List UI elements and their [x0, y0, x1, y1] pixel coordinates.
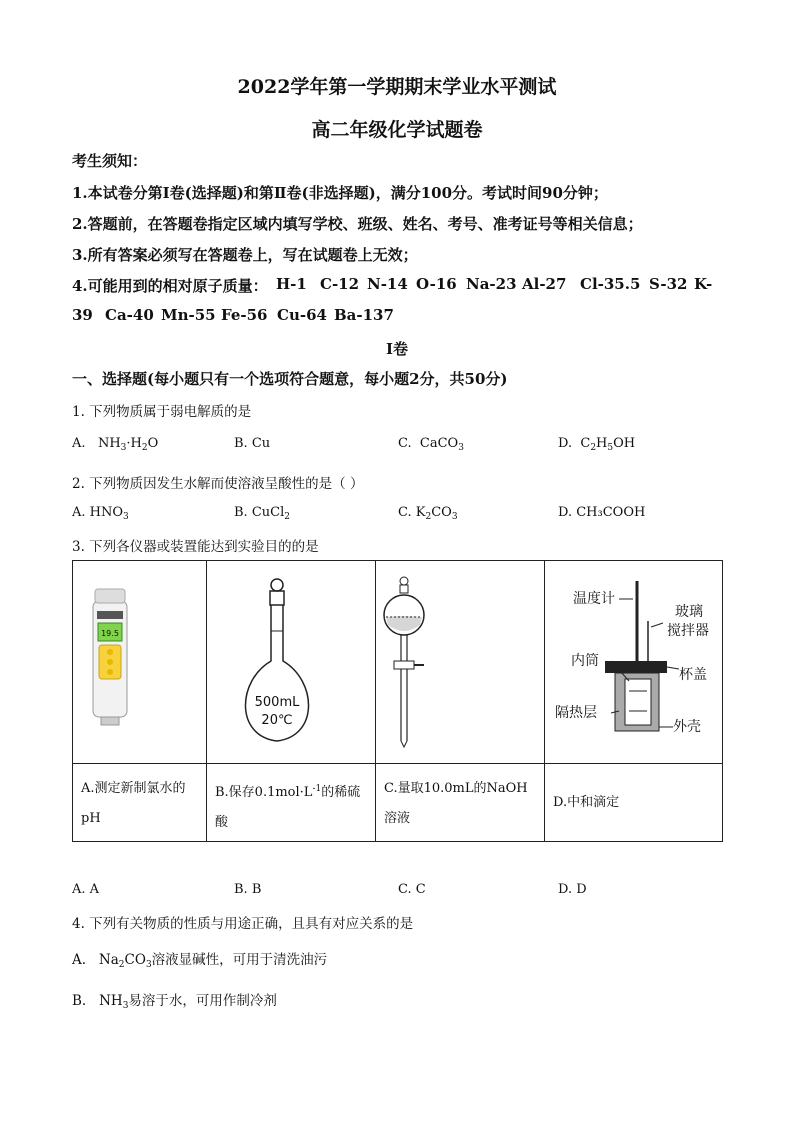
notice-item-4	[72, 275, 268, 296]
q3-option-c: C. C	[398, 882, 426, 897]
mass-al: Al-27	[522, 275, 567, 293]
exam-subtitle: 高二年级化学试题卷	[311, 119, 483, 141]
notice-heading: 考生须知：	[72, 152, 148, 170]
q3-option-a: A. A	[72, 882, 100, 897]
mass-fe: Fe-56	[221, 306, 268, 324]
ph-meter-icon	[73, 561, 207, 759]
caption-a: A.测定新制氯水的pH	[73, 764, 207, 842]
mass-n: N-14	[367, 275, 408, 293]
mass-cu: Cu-64	[277, 306, 327, 324]
mass-s: S-32	[649, 275, 688, 293]
q4-stem: 4. 下列有关物质的性质与用途正确，且具有对应关系的是	[72, 916, 414, 932]
mass-o: O-16	[416, 275, 457, 293]
q2-option-a: A. $HNO_3$	[72, 505, 129, 522]
ph-meter-display: 19.5	[101, 629, 119, 638]
q1-option-a: A. $NH_3\cdot H_2O$	[72, 436, 159, 453]
volume-label: Ⅰ卷	[385, 340, 409, 358]
q1-option-d: D. $C_2H_5OH$	[558, 436, 636, 453]
flask-temp-label: 20℃	[261, 713, 293, 728]
label-glass: 玻璃	[675, 604, 703, 620]
caption-c: C.量取10.0mL的NaOH溶液	[376, 764, 545, 842]
mass-ca: Ca-40	[105, 306, 154, 324]
caption-b: B.保存$0.1mol\cdot L^{-1}$的稀硫酸	[207, 764, 376, 842]
mass-na: Na-23	[466, 275, 517, 293]
mass-c: C-12	[320, 275, 360, 293]
notice-item-2: 2.答题前，在答题卷指定区域内填写学校、班级、姓名、考号、准考证号等相关信息；	[72, 215, 643, 233]
calorimeter-icon	[545, 561, 723, 759]
mass-k-part: K-	[694, 275, 713, 293]
q2-option-b: B. CuCl$_2$	[234, 505, 290, 522]
cell-calorimeter	[545, 561, 723, 764]
cell-ph-meter	[73, 561, 207, 764]
notice-item-1: 1.本试卷分第Ⅰ卷(选择题)和第Ⅱ卷(非选择题)，满分100分。考试时间90分钟；	[72, 184, 608, 202]
label-insulation: 隔热层	[555, 705, 597, 721]
q2-stem: 2. 下列物质因发生水解而使溶液呈酸性的是（ ）	[72, 476, 364, 492]
mass-h: H-1	[276, 275, 307, 293]
mass-mn: Mn-55	[161, 306, 216, 324]
separatory-funnel-icon	[376, 561, 545, 759]
label-thermometer: 温度计	[573, 591, 615, 607]
caption-d: D.中和滴定	[545, 764, 723, 842]
mass-cl: Cl-35.5	[580, 275, 641, 293]
label-lid: 杯盖	[679, 667, 707, 683]
q3-option-b: B. B	[234, 882, 262, 897]
section-heading: 一、选择题(每小题只有一个选项符合题意，每小题2分，共50分)	[72, 370, 508, 388]
cell-separatory-funnel	[376, 561, 545, 764]
flask-volume-label: 500mL	[254, 695, 300, 710]
q4-option-b: B. $NH_3$易溶于水，可用作制冷剂	[72, 993, 277, 1011]
q3-option-d: D. D	[558, 882, 587, 897]
q3-stem: 3. 下列各仪器或装置能达到实验目的的是	[72, 539, 319, 555]
q1-stem: 1. 下列物质属于弱电解质的是	[72, 404, 252, 420]
label-shell: 外壳	[673, 719, 701, 735]
volumetric-flask-icon	[207, 561, 376, 759]
q2-option-d: D. CH₃COOH	[558, 505, 646, 520]
q1-option-b: B. Cu	[234, 436, 271, 451]
q3-apparatus-table	[72, 560, 723, 842]
mass-k-rest: 39	[72, 306, 93, 324]
q1-option-c: C. CaCO$_3$	[398, 436, 464, 453]
cell-volumetric-flask	[207, 561, 376, 764]
q4-option-a: A. $Na_2CO_3$溶液显碱性，可用于清洗油污	[72, 952, 328, 970]
notice-item-3: 3.所有答案必须写在答题卷上，写在试题卷上无效；	[72, 246, 418, 264]
label-stirrer: 搅拌器	[667, 623, 709, 639]
mass-ba: Ba-137	[334, 306, 394, 324]
notice-item-4-prefix: 4.可能用到的相对原子质量：	[72, 277, 268, 295]
q2-option-c: C. $K_2CO_3$	[398, 505, 458, 522]
exam-title: 2022学年第一学期期末学业水平测试	[237, 76, 557, 98]
label-inner: 内筒	[571, 653, 599, 669]
